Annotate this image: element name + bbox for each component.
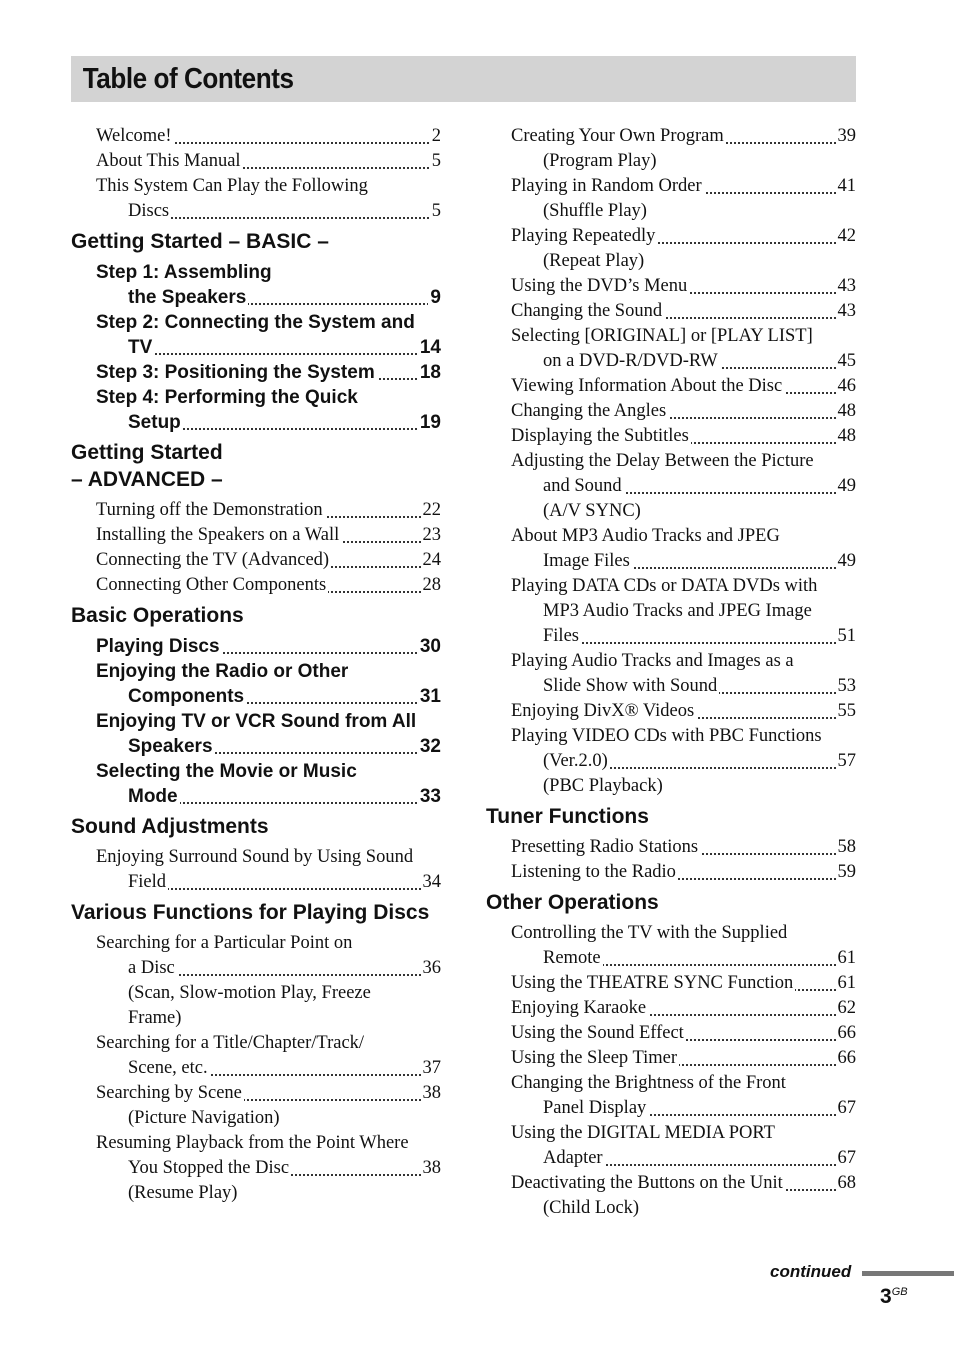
toc-entry-leader-line <box>511 224 856 249</box>
section-heading: Various Functions for Playing Discs <box>71 901 430 924</box>
toc-entry-line: Speakers <box>128 736 213 757</box>
toc-entry-leader-line <box>511 399 856 424</box>
toc-entry-line: Presetting Radio Stations <box>511 837 699 857</box>
dot-leader <box>128 217 441 219</box>
toc-entry-line: (Ver.2.0) <box>543 751 608 771</box>
toc-entry-leader-line <box>543 624 856 649</box>
toc-page-number: 48 <box>836 399 857 424</box>
page-title: Table of Contents <box>82 63 294 95</box>
toc-entry-line: Slide Show with Sound <box>543 676 718 696</box>
toc-entry-line: and Sound <box>543 476 622 496</box>
toc-entry-line: Adapter <box>543 1148 603 1168</box>
toc-entry-line: Resuming Playback from the Point Where <box>96 1133 409 1153</box>
toc-page-number: 14 <box>419 337 441 358</box>
toc-entry <box>71 310 441 360</box>
toc-entry-line: Step 2: Connecting the System and <box>96 312 415 333</box>
toc-entry-line: Using the Sound Effect <box>511 1023 684 1043</box>
toc-page-number: 49 <box>836 549 857 574</box>
toc-entry-subtitle: (Scan, Slow-motion Play, Freeze <box>128 983 371 1003</box>
toc-entry-leader-line <box>128 784 441 809</box>
toc-entry-leader-line <box>128 956 441 981</box>
toc-page-number: 5 <box>430 199 441 224</box>
continued-label: continued <box>770 1262 852 1281</box>
toc-entry-line: Setup <box>128 412 181 433</box>
toc-page-number: 45 <box>836 349 857 374</box>
toc-page-number: 55 <box>836 699 857 724</box>
toc-entry-line: Step 3: Positioning the System <box>96 362 375 383</box>
section-basic-operations <box>71 602 441 809</box>
toc-page-number: 37 <box>421 1056 442 1081</box>
toc-entry-line: Searching by Scene <box>96 1083 242 1103</box>
toc-entry-line: Changing the Sound <box>511 301 663 321</box>
section-getting-started-advanced <box>71 439 441 598</box>
toc-page-number: 43 <box>836 274 857 299</box>
toc-entry <box>486 399 856 424</box>
toc-entry <box>486 299 856 324</box>
toc-entry <box>486 274 856 299</box>
toc-entry <box>71 759 441 809</box>
toc-entry-line: on a DVD-R/DVD-RW <box>543 351 718 371</box>
toc-page-number: 67 <box>836 1146 857 1171</box>
toc-entry <box>71 1131 441 1206</box>
page-number <box>880 1285 908 1309</box>
toc-page-number: 59 <box>836 860 857 885</box>
toc-entry <box>486 699 856 724</box>
toc-entry-line: TV <box>128 337 153 358</box>
toc-entry-leader-line <box>128 870 441 895</box>
title-bar <box>71 56 856 102</box>
right-column <box>486 124 856 1221</box>
toc-page-number: 2 <box>430 124 441 149</box>
toc-entry-subtitle: (Program Play) <box>543 151 657 171</box>
toc-entry-leader-line <box>96 573 441 598</box>
basic-operations-items <box>71 634 441 809</box>
toc-entry-subtitle: (Picture Navigation) <box>128 1108 280 1128</box>
toc-entry-leader-line <box>511 174 856 199</box>
toc-entry <box>71 385 441 435</box>
toc-entry <box>71 845 441 895</box>
toc-entry-leader-line <box>96 548 441 573</box>
toc-entry <box>486 1171 856 1221</box>
toc-entry-leader-line <box>128 199 441 224</box>
continued-bar <box>862 1271 954 1276</box>
toc-page-number: 32 <box>419 736 441 757</box>
toc-entry-leader-line <box>511 996 856 1021</box>
toc-entry-line: About This Manual <box>96 151 241 171</box>
section-heading: Basic Operations <box>71 604 244 627</box>
heading-line-2: – ADVANCED – <box>71 468 223 491</box>
toc-entry <box>486 424 856 449</box>
toc-entry <box>71 360 441 385</box>
toc-entry <box>71 634 441 659</box>
toc-page-number: 61 <box>836 971 857 996</box>
section-various-functions <box>71 899 441 1206</box>
toc-page-number: 49 <box>836 474 857 499</box>
toc-entry-leader-line <box>96 498 441 523</box>
toc-entry-line: Playing in Random Order <box>511 176 702 196</box>
toc-entry-subtitle: (PBC Playback) <box>543 776 663 796</box>
toc-page-number: 51 <box>836 624 857 649</box>
section-other-operations <box>486 889 856 1221</box>
toc-entry-leader-line <box>128 684 441 709</box>
toc-entry-line: Searching for a Title/Chapter/Track/ <box>96 1033 365 1053</box>
toc-entry-line: Image Files <box>543 551 630 571</box>
toc-entry-line: Connecting the TV (Advanced) <box>96 550 330 570</box>
section-heading: Sound Adjustments <box>71 815 269 838</box>
toc-entry-line: Playing DATA CDs or DATA DVDs with <box>511 576 818 596</box>
toc-entry-line: Installing the Speakers on a Wall <box>96 525 340 545</box>
toc-entry-leader-line <box>543 1146 856 1171</box>
toc-entry-leader-line <box>96 1081 441 1106</box>
toc-entry <box>486 574 856 649</box>
toc-entry-line: Deactivating the Buttons on the Unit <box>511 1173 783 1193</box>
toc-entry-line: Using the THEATRE SYNC Function <box>511 973 794 993</box>
toc-entry-line: This System Can Play the Following <box>96 176 368 196</box>
toc-entry-leader-line <box>96 360 441 385</box>
toc-entry-line: Using the DVD’s Menu <box>511 276 688 296</box>
toc-entry-leader-line <box>96 523 441 548</box>
section-heading: Other Operations <box>486 891 659 914</box>
toc-entry-line: Using the DIGITAL MEDIA PORT <box>511 1123 775 1143</box>
toc-entry-line: Using the Sleep Timer <box>511 1048 677 1068</box>
toc-entry <box>71 1081 441 1131</box>
toc-entry-leader-line <box>511 299 856 324</box>
dot-leader <box>128 888 441 890</box>
toc-page-number: 9 <box>430 287 441 308</box>
toc-page-number: 22 <box>421 498 442 523</box>
toc-entry-leader-line <box>543 946 856 971</box>
toc-entry <box>71 548 441 573</box>
advanced-items <box>71 498 441 598</box>
toc-entry-line: Mode <box>128 786 178 807</box>
toc-entry-line: Playing Repeatedly <box>511 226 656 246</box>
toc-entry-line: Connecting Other Components <box>96 575 327 595</box>
toc-entry <box>71 124 441 149</box>
toc-entry-leader-line <box>128 734 441 759</box>
toc-entry-subtitle: (A/V SYNC) <box>543 501 641 521</box>
toc-entry <box>486 649 856 699</box>
toc-page-number: 53 <box>836 674 857 699</box>
toc-entry-line: MP3 Audio Tracks and JPEG Image <box>543 601 812 621</box>
toc-entry-leader-line <box>128 335 441 360</box>
toc-entry-line: Changing the Brightness of the Front <box>511 1073 786 1093</box>
toc-page-number: 38 <box>421 1081 442 1106</box>
toc-entry <box>71 1031 441 1081</box>
section-sound-adjustments <box>71 813 441 895</box>
toc-entry-leader-line <box>96 149 441 174</box>
toc-entry-line: Enjoying Surround Sound by Using Sound <box>96 847 414 867</box>
toc-entry-leader-line <box>511 835 856 860</box>
toc-page-number: 30 <box>419 636 441 657</box>
toc-entry-leader-line <box>511 1171 856 1196</box>
toc-entry-line: Welcome! <box>96 126 172 146</box>
toc-entry-line: Playing VIDEO CDs with PBC Functions <box>511 726 822 746</box>
toc-page-number: 46 <box>836 374 857 399</box>
toc-entry-line: Step 1: Assembling <box>96 262 272 283</box>
dot-leader <box>543 642 856 644</box>
tuner-items <box>486 835 856 885</box>
toc-entry <box>71 523 441 548</box>
toc-entry-subtitle: Frame) <box>128 1008 182 1028</box>
toc-page-number: 18 <box>419 362 441 383</box>
toc-entry-line: Viewing Information About the Disc <box>511 376 783 396</box>
toc-entry <box>486 1071 856 1121</box>
toc-page-number: 5 <box>430 149 441 174</box>
toc-entry-leader-line <box>543 549 856 574</box>
toc-page-number: 31 <box>419 686 441 707</box>
toc-entry-line: You Stopped the Disc <box>128 1158 290 1178</box>
toc-entry-leader-line <box>511 124 856 149</box>
toc-entry-line: Controlling the TV with the Supplied <box>511 923 788 943</box>
toc-page-number: 61 <box>836 946 857 971</box>
toc-entry-leader-line <box>128 285 441 310</box>
toc-entry <box>71 174 441 224</box>
toc-entry-leader-line <box>543 1096 856 1121</box>
toc-page-number: 48 <box>836 424 857 449</box>
toc-page-number: 58 <box>836 835 857 860</box>
toc-entry-line: Discs <box>128 201 170 221</box>
various-items <box>71 931 441 1206</box>
toc-entry <box>486 124 856 174</box>
toc-page-number: 43 <box>836 299 857 324</box>
toc-entry-line: Adjusting the Delay Between the Picture <box>511 451 814 471</box>
toc-entry-line: Turning off the Demonstration <box>96 500 323 520</box>
toc-entry-line: Enjoying DivX® Videos <box>511 701 695 721</box>
toc-page-number: 41 <box>836 174 857 199</box>
toc-entry-line: Selecting the Movie or Music <box>96 761 357 782</box>
heading-line-1: Getting Started <box>71 441 223 464</box>
toc-entry-line: Selecting [ORIGINAL] or [PLAY LIST] <box>511 326 813 346</box>
section-getting-started-basic <box>71 228 441 435</box>
left-column <box>71 124 441 1206</box>
toc-page-number: 66 <box>836 1046 857 1071</box>
sound-items <box>71 845 441 895</box>
toc-page-number: 38 <box>421 1156 442 1181</box>
toc-entry-line: Changing the Angles <box>511 401 667 421</box>
toc-entry-leader-line <box>96 124 441 149</box>
basic-items <box>71 260 441 435</box>
toc-page-number: 42 <box>836 224 857 249</box>
toc-entry-leader-line <box>511 424 856 449</box>
section-heading: Tuner Functions <box>486 805 649 828</box>
toc-entry-leader-line <box>511 1021 856 1046</box>
toc-entry-line: Files <box>543 626 579 646</box>
toc-entry-leader-line <box>511 1046 856 1071</box>
toc-entry-line: Step 4: Performing the Quick <box>96 387 358 408</box>
toc-entry-line: Enjoying the Radio or Other <box>96 661 349 682</box>
right-intro-list <box>486 124 856 799</box>
toc-entry-line: Playing Discs <box>96 636 220 657</box>
toc-entry <box>486 449 856 524</box>
toc-entry-leader-line <box>511 374 856 399</box>
toc-entry <box>71 498 441 523</box>
toc-entry <box>486 524 856 574</box>
toc-entry-line: Playing Audio Tracks and Images as a <box>511 651 794 671</box>
toc-entry <box>486 996 856 1021</box>
toc-page-number: 19 <box>419 412 441 433</box>
section-tuner-functions <box>486 803 856 885</box>
toc-entry-leader-line <box>543 674 856 699</box>
toc-page-number: 67 <box>836 1096 857 1121</box>
toc-entry <box>71 260 441 310</box>
toc-entry-leader-line <box>543 349 856 374</box>
toc-entry-line: About MP3 Audio Tracks and JPEG <box>511 526 780 546</box>
toc-entry-line: Field <box>128 872 167 892</box>
section-heading <box>71 439 441 493</box>
toc-entry <box>71 709 441 759</box>
other-items <box>486 921 856 1221</box>
toc-page-number: 34 <box>421 870 442 895</box>
toc-entry-leader-line <box>511 699 856 724</box>
toc-entry-leader-line <box>128 1156 441 1181</box>
toc-entry <box>71 931 441 1031</box>
toc-entry-line: Listening to the Radio <box>511 862 676 882</box>
toc-entry <box>486 1121 856 1171</box>
toc-entry <box>486 1021 856 1046</box>
toc-entry <box>486 971 856 996</box>
toc-page-number: 39 <box>836 124 857 149</box>
toc-entry-line: a Disc <box>128 958 175 978</box>
dot-leader <box>128 353 441 355</box>
toc-entry-subtitle: (Shuffle Play) <box>543 201 647 221</box>
page-number-value: 3 <box>880 1285 892 1308</box>
toc-page-number: 57 <box>836 749 857 774</box>
toc-entry-line: Creating Your Own Program <box>511 126 724 146</box>
toc-entry-line: Components <box>128 686 245 707</box>
toc-entry <box>71 573 441 598</box>
toc-entry <box>486 860 856 885</box>
toc-entry-leader-line <box>543 474 856 499</box>
toc-entry-leader-line <box>128 1056 441 1081</box>
toc-page-number: 23 <box>421 523 442 548</box>
toc-entry-line: Panel Display <box>543 1098 647 1118</box>
toc-entry-line: Enjoying Karaoke <box>511 998 647 1018</box>
toc-page-number: 62 <box>836 996 857 1021</box>
toc-entry <box>486 174 856 224</box>
toc-entry-subtitle: (Child Lock) <box>543 1198 640 1218</box>
toc-entry <box>486 374 856 399</box>
toc-entry <box>486 324 856 374</box>
toc-entry-subtitle: (Resume Play) <box>128 1183 238 1203</box>
toc-entry-line: the Speakers <box>128 287 247 308</box>
toc-page-number: 28 <box>421 573 442 598</box>
toc-entry-leader-line <box>511 971 856 996</box>
page-number-suffix: GB <box>891 1286 908 1298</box>
toc-entry-leader-line <box>543 749 856 774</box>
toc-entry <box>486 921 856 971</box>
toc-entry <box>71 659 441 709</box>
toc-entry-line: Enjoying TV or VCR Sound from All <box>96 711 417 732</box>
toc-page-number: 33 <box>419 786 441 807</box>
toc-entry <box>486 224 856 274</box>
section-heading: Getting Started – BASIC – <box>71 230 329 253</box>
toc-page-number: 36 <box>421 956 442 981</box>
toc-entry-line: Remote <box>543 948 601 968</box>
toc-entry-leader-line <box>511 274 856 299</box>
toc-entry-line: Searching for a Particular Point on <box>96 933 353 953</box>
left-intro-list <box>71 124 441 224</box>
toc-entry-subtitle: (Repeat Play) <box>543 251 645 271</box>
toc-page-number: 68 <box>836 1171 857 1196</box>
toc-entry-leader-line <box>128 410 441 435</box>
toc-entry <box>486 1046 856 1071</box>
toc-entry <box>486 724 856 799</box>
toc-entry-line: Displaying the Subtitles <box>511 426 689 446</box>
toc-entry <box>71 149 441 174</box>
toc-entry-line: Scene, etc. <box>128 1058 208 1078</box>
toc-entry <box>486 835 856 860</box>
toc-entry-leader-line <box>511 860 856 885</box>
toc-page-number: 66 <box>836 1021 857 1046</box>
toc-page-number: 24 <box>421 548 442 573</box>
toc-entry-leader-line <box>96 634 441 659</box>
